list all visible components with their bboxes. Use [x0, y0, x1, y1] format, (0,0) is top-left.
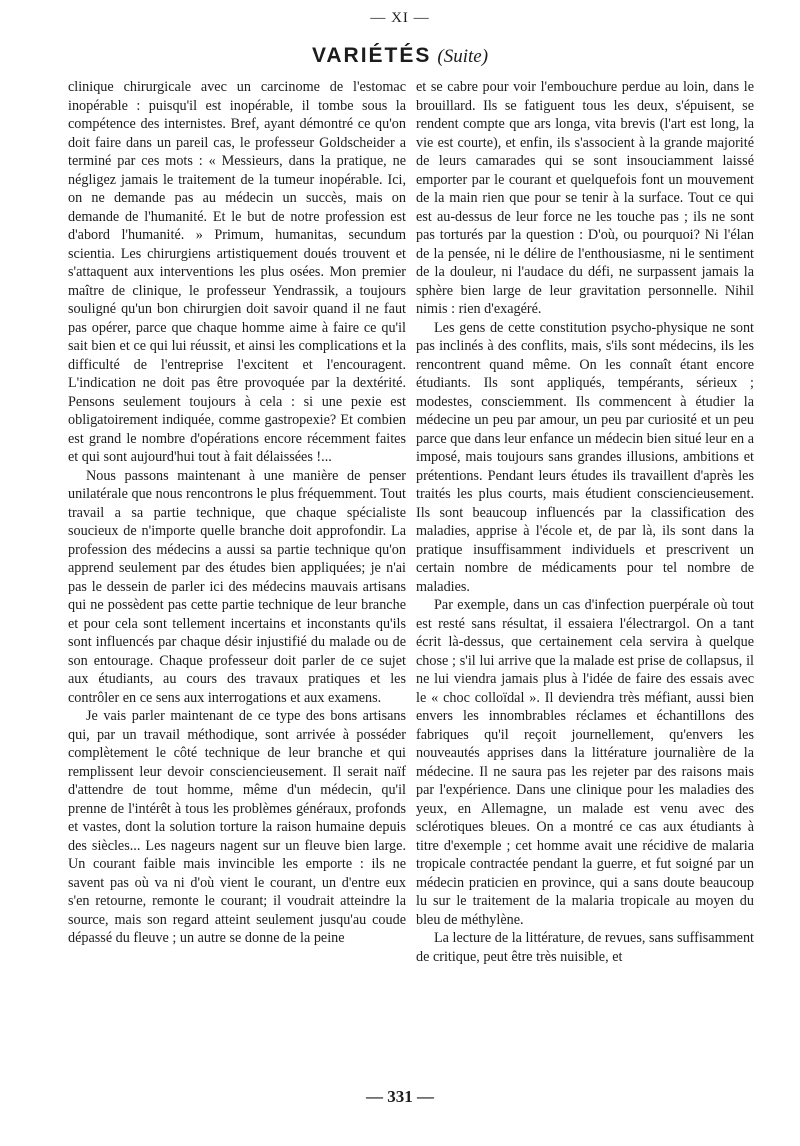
section-title: VARIÉTÉS [311, 44, 432, 67]
paragraph: et se cabre pour voir l'embouchure perdue au loin, dans le brouillard. Ils se fatiguent tous les deux, s'épuisent, se rendent compte que ars longa, vita brevis (l'art est long, la vie est courte), et enfin, ils s'associent à la grande majorité de leurs camarades qui se sont insouciamment laissé emporter par le courant et quelquefois font un mouvement de la main rien que pour se tenir à la surface. Tout ce qui est au-dessus de leur force ne les touche pas ; ils ne sont pas torturés par la question : D'où, ou pourquoi? Ni l'élan de la pensée, ni le délire de l'enthousiasme, ni le sentiment de la douleur, ni l'audace du défi, ne surpassent jamais la sphère bien large de leur gravitation personnelle. Nihil nimis : rien d'exagéré. [416, 79, 754, 317]
paragraph: clinique chirurgicale avec un carcinome de l'estomac inopérable : puisqu'il est inopérable, il tombe sous la compétence des internistes. Bref, ayant démontré ce qu'on doit faire dans un pareil cas, le professeur Goldscheider a terminé par ces mots : « Messieurs, dans la pratique, ne négligez jamais le traitement de la tumeur inopérable. Ici, on ne demande pas au médecin un succès, mais on demande de l'humanité. Et le but de notre profession est d'abord l'humanité. » Primum, humanitas, secundum scientia. Les chirurgiens artistiquement doués trouvent et s'attaquent aux interventions les plus osées. Mon premier maître de clinique, le professeur Yendrassik, a toujours souligné qu'un bon chirurgien doit savoir quand il ne faut pas opérer, parce que chaque homme aime à faire ce qu'il sait bien et ce qui lui réussit, et ainsi les complications et la difficulté de l'entreprise l'excitent et l'encouragent. L'indication ne doit pas être provoquée par la dextérité. Pensons seulement toujours à cela : si une pexie est obligatoirement indiquée, comme gastropexie? Et combien est grand le nombre d'opérations encore récemment faites et qui sont aujourd'hui tout à fait délaissées !... [68, 79, 406, 465]
paragraph: La lecture de la littérature, de revues, sans suffisamment de critique, peut être très nuisible, et [416, 930, 754, 965]
paragraph: Les gens de cette constitution psycho-physique ne sont pas inclinés à des conflits, mais, s'ils sont médecins, ils les rencontrent quand même. On les connaît étant encore étudiants. Ils sont appliqués, tempérants, sérieux ; modestes, consciemment. Ils commencent à étudier la médecine un peu par amour, un peu par curiosité et un peu parce que dans leur enfance un médecin bien situé leur en a imposé, mais toujours sans grandes illusions, ambitions et prétentions. Pendant leurs études ils travaillent d'après les traités les plus courts, mais étudient consciencieusement. Ils sont beaucoup influencés par la classification des maladies, apprise à l'école et, de par là, ils sont dans la pratique insuffisamment individuels et prescrivent un certain nombre de médicaments pour tel nombre de maladies. [416, 319, 754, 595]
section-heading [0, 44, 800, 68]
right-column [416, 78, 754, 966]
paragraph: Nous passons maintenant à une manière de penser unilatérale que nous rencontrons le plus fréquemment. Tout travail a sa partie technique, que chaque spécialiste soucieux de n'importe quelle branche doit approfondir. La profession des médecins a aussi sa partie technique qu'on apprend seulement par des études bien appliquées; je n'ai pas le dessein de parler ici des médecins mauvais artisans qui ne possèdent pas cette partie technique de leur branche et pour cela sont tellement incertains et inconstants qu'ils sont influencés par chaque désir injustifié du malade ou de son entourage. Chaque professeur doit parler de ce sujet aux étudiants, au cours des travaux pratiques et les contrôler en ce sens aux interrogations et aux examens. [68, 467, 406, 706]
page-number: — 331 — [366, 1087, 434, 1106]
paragraph: Par exemple, dans un cas d'infection puerpérale où tout est resté sans résultat, il essaiera l'électrargol. On a tant écrit là-dessus, que certainement cela servira à quelque chose ; s'il lui arrive que la malade est prise de collapsus, il ne lui viendra jamais plus à l'idée de faire des essais avec le « choc colloïdal ». Il deviendra très méfiant, aussi bien envers les innombrables réclames et échantillons des fabriques qu'il reçoit journellement, qu'envers les nouveautés apprises dans la littérature journalière de la médecine. Il ne saura pas les rejeter par des raisons mais par l'expérience. Dans une clinique pour les maladies des yeux, en Allemagne, un malade est venu avec des sclérotiques bleues. On a montré ce cas aux étudiants à titre d'exemple ; cet homme avait une récidive de malaria tropicale contractée pendant la guerre, et fut soigné par un médecin praticien en province, qui a sans doute beaucoup lu sur le traitement de la malaria tropicale au moyen du bleu de méthylène. [416, 597, 754, 928]
paragraph: Je vais parler maintenant de ce type des bons artisans qui, par un travail méthodique, sont arrivée à posséder complètement le côté technique de leur branche et qui remplissent leur devoir consciencieusement. Il serait naïf d'attendre de tout homme, même d'un médecin, qu'il prenne de l'intérêt à tous les problèmes généraux, profonds et vastes, dont la solution torture la raison humaine depuis des siècles... Les nageurs nagent sur un fleuve bien large. Un courant faible mais invincible les emporte : ils ne savent pas où va ni d'où vient le courant, un d'entre eux s'en retourne, remonte le courant; il voudrait atteindre la source, mais son regard atteint seulement jusqu'au coude dépassé du fleuve ; un autre se donne de la peine [68, 708, 406, 946]
left-column [68, 78, 406, 948]
folio-roman-numeral: — XI — [370, 10, 430, 26]
section-subtitle: (Suite) [437, 46, 489, 67]
